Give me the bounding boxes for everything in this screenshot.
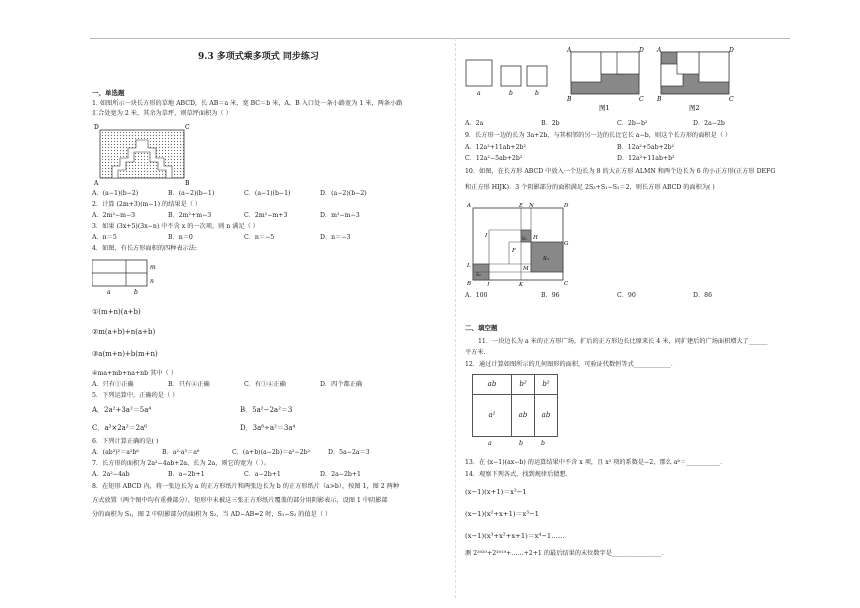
q1-option-c[interactable]: C．(a−1)(b−1) (244, 190, 291, 197)
q10-label-s2: S₂ (522, 237, 527, 242)
q10-label-n: N (529, 203, 534, 209)
q6-options (92, 449, 404, 456)
q14-text: 14．观察下列各式，找到规律后猜想． (465, 471, 572, 478)
q3-option-b[interactable]: B．n＝0 (168, 234, 193, 241)
q8-fig2-label-d: D (729, 47, 734, 54)
q10-label-j: J (487, 282, 490, 286)
q10-label-s3: S₃ (543, 256, 549, 262)
q6-option-d[interactable]: D．5a−2a＝3 (328, 449, 370, 456)
q1-text-1: 1. 如图所示一块长方形的草地 ABCD，长 AB＝a 米，宽 BC＝b 米，A，B 入口处一条小路宽为 1 米，两条小路 (92, 100, 403, 107)
q4-option-a[interactable]: A．只有①正确 (92, 381, 134, 388)
q8-fig1-label-c: C (639, 96, 644, 103)
q8-fig2-caption: 图2 (689, 104, 700, 112)
q10-option-a[interactable]: A．100 (465, 292, 488, 299)
q14-eq-3: (x−1)(x³+x²+x+1)＝x⁴−1…… (465, 532, 565, 540)
q1-options (92, 190, 396, 197)
q10-label-s1: S₁ (476, 273, 481, 278)
q10-line-1: 10．如图，在长方形 ABCD 中放入一个边长为 8 的大正方形 ALMN 和两个边长为 6 的小正方形(正方形 DEFG (465, 168, 776, 175)
q8-option-d[interactable]: D．2a−2b (693, 120, 725, 127)
q6-text: 6．下列计算正确的是( ) (92, 438, 159, 445)
q10-label-a: A (467, 203, 471, 209)
q9-option-d[interactable]: D．12a²+11ab+b² (617, 155, 675, 162)
q5-option-d[interactable]: D．3a⁸÷a²＝3a⁴ (240, 424, 296, 432)
q8-line-3: 分的面积为 S₁，图 2 中阴影部分的面积为 S₂，当 AD−AB=2 时，S₁−S₂ 的值是（ ） (92, 511, 332, 518)
q1-label-c: C (185, 124, 190, 131)
q14-tail: 测 2²⁰²⁰+2²⁰¹⁹+……+2+1 的最后结果的末位数字是________________． (465, 550, 668, 557)
q7-options (92, 471, 396, 478)
q9-option-a[interactable]: A．12a²+11ab+2b² (465, 144, 526, 151)
q12-area-table (472, 374, 558, 437)
q1-label-a: A (94, 180, 99, 186)
q5-option-c[interactable]: C．a³×2a²＝2a⁶ (92, 424, 148, 432)
q4-label-n: n (150, 278, 154, 285)
q8-fig1-label-b: B (567, 96, 572, 103)
q4-rectangle-figure (92, 256, 164, 300)
q4-item-3: ③a(m+n)+b(m+n) (92, 350, 158, 358)
page-title: 9.3 多项式乘多项式 同步练习 (198, 52, 319, 62)
q12-bottom-b2: b (541, 440, 545, 447)
section-single-choice: 一、单选题 (92, 89, 125, 97)
q4-options (92, 381, 396, 388)
q10-label-i: I (485, 233, 488, 239)
q7-option-b[interactable]: B．a−2b+1 (168, 471, 205, 478)
q10-label-e: E (519, 203, 524, 209)
q8-option-b[interactable]: B．2b (541, 120, 560, 127)
q4-option-c[interactable]: C．有①④正确 (244, 381, 286, 388)
q2-option-a[interactable]: A．2m²−m−3 (92, 212, 136, 219)
q8-line-2: 方式放置（两个图中均有重叠部分），矩形中未被这三张正方形纸片覆盖的部分用阴影表示，设图 1 中阴影部 (92, 497, 388, 504)
q9-option-c[interactable]: C．12a²−5ab+2b² (465, 155, 523, 162)
q8-fig2-label-a: A (657, 47, 662, 54)
q1-label-b: B (185, 180, 190, 186)
q10-label-l: L (467, 263, 471, 269)
q4-item-2: ②m(a+b)+n(a+b) (92, 328, 156, 336)
column-divider (455, 38, 456, 598)
q10-label-g: G (564, 241, 569, 247)
q4-text: 4．如图，有长方形面积的四种表示法: (92, 245, 198, 252)
q10-label-h: H (533, 235, 538, 241)
q8-option-a[interactable]: A．2a (465, 120, 484, 127)
q10-label-f: F (512, 248, 516, 254)
q2-text: 2．计算 (2m+3)(m−1) 的结果是（ ） (92, 201, 202, 208)
section-fill-blank: 二、填空题 (465, 324, 498, 332)
q1-option-a[interactable]: A．(a−1)(b−2) (92, 190, 139, 197)
q8-label-b2: b (535, 90, 539, 97)
q4-item-4: ④ma+mb+na+nb 其中（ ） (92, 370, 177, 377)
q4-option-b[interactable]: B．只有④正确 (168, 381, 210, 388)
q3-option-a[interactable]: A．n＝5 (92, 234, 117, 241)
q9-option-b[interactable]: B．12a²+5ab+2b² (617, 144, 675, 151)
q3-text: 3．如果 (3x+5)(3x−n) 中不含 x 的一次项，则 n 满足（ ） (92, 223, 259, 230)
q10-figure (465, 200, 585, 286)
q10-label-m: M (523, 266, 529, 272)
q5-option-a[interactable]: A．2a²+3a²＝5a⁴ (92, 406, 152, 414)
q3-options (92, 234, 396, 241)
q5-option-b[interactable]: B．5a²−2a²＝3 (240, 406, 293, 414)
q8-fig1-label-a: A (567, 47, 572, 54)
q1-option-d[interactable]: D．(a−2)(b−2) (320, 190, 367, 197)
q12-cell-ab: ab (473, 375, 512, 395)
q4-label-a: a (107, 289, 111, 296)
q8-option-c[interactable]: C．2b−b² (617, 120, 648, 127)
q2-option-d[interactable]: D．m²−m−3 (320, 212, 360, 219)
q5-text: 5．下列运算中，正确的是（ ） (92, 392, 179, 399)
q2-option-b[interactable]: B．2m²+m−3 (168, 212, 212, 219)
q13-text: 13．在 (x−1)(ax−b) 的运算结果中不含 x 项，且 x² 项的系数是−2，那么 aᵇ＝___________． (465, 459, 727, 466)
q2-option-c[interactable]: C．2m²−m+3 (244, 212, 288, 219)
q8-fig1-caption: 图1 (599, 104, 610, 112)
q4-item-1: ①(m+n)(a+b) (92, 308, 141, 316)
q8-fig2-label-c: C (729, 96, 734, 103)
q4-label-m: m (150, 264, 156, 271)
q10-options (465, 292, 769, 299)
q12-cell-b2-2: b² (535, 375, 558, 395)
q10-option-d[interactable]: D．86 (693, 292, 713, 299)
q6-option-a[interactable]: A．(ab³)²＝a²b⁶ (92, 449, 139, 456)
q6-option-b[interactable]: B．a²·a³＝a⁶ (162, 449, 200, 456)
q7-option-c[interactable]: C．a−2b+1 (244, 471, 281, 478)
q12-text: 12．通过计算如图所示的几何图形的面积，可验证代数恒等式____________． (465, 361, 678, 368)
q8-figures (463, 46, 743, 114)
q9-text: 9．长方形一边的长为 3a+2b，与其相邻的另一边的长比它长 a−b，则这个长方形的面积是（ ） (465, 132, 732, 139)
q14-eq-2: (x−1)(x²+x+1)＝x³−1 (465, 510, 539, 518)
q12-bottom-a: a (488, 440, 492, 447)
q3-option-d[interactable]: D．n＝−3 (320, 234, 351, 241)
top-rule (90, 38, 790, 39)
q3-option-c[interactable]: C．n＝−5 (244, 234, 275, 241)
q8-fig2-label-b: B (657, 96, 662, 103)
q1-text-2: 汇合处宽为 2 米，其余为草坪，则草坪面积为（ ） (92, 110, 232, 117)
q11-text: 11．一块边长为 a 米的正方形广场，扩后的正方形边长比原来长 4 米，问扩建后的广场面积增大了______ (478, 338, 768, 345)
q4-option-d[interactable]: D．四个都正确 (320, 381, 363, 388)
q10-label-c: C (564, 281, 569, 286)
q12-cell-ab-1: ab (512, 395, 535, 437)
q1-label-d: D (94, 124, 99, 131)
q4-label-b: b (134, 289, 138, 296)
q7-text: 7．长方形的面积为 2a²−4ab+2a，长为 2a，则它的宽为（ ）。 (92, 460, 270, 467)
q8-line-1: 8．在矩形 ABCD 内，将一张边长为 a 的正方形纸片和两张边长为 b 的正方形纸片（a>b），按图 1，图 2 两种 (92, 483, 400, 490)
q2-options (92, 212, 396, 219)
q6-option-c[interactable]: C．(a+b)(a−2b)＝a²−2b² (232, 449, 311, 456)
q7-option-d[interactable]: D．2a−2b+1 (320, 471, 361, 478)
q11-text-2: 平方米． (465, 349, 490, 356)
q8-fig1-label-d: D (639, 47, 644, 54)
q10-label-b: B (467, 281, 472, 286)
q12-cell-ab-2: ab (535, 395, 558, 437)
q8-label-a: a (477, 90, 481, 97)
q10-line-2: 和正方形 HIJK)．3 个阴影部分的面积满足 2S₃+S₁−S₂＝2，则长方形 ABCD 的面积为( ) (465, 184, 715, 191)
q8-label-b1: b (509, 90, 513, 97)
q10-option-b[interactable]: B．96 (541, 292, 560, 299)
q10-label-k: K (519, 282, 524, 286)
q1-lawn-figure (92, 122, 192, 186)
q7-option-a[interactable]: A．2a²−4ab (92, 471, 130, 478)
q1-option-b[interactable]: B．(a−2)(b−1) (168, 190, 215, 197)
q12-bottom-b1: b (519, 440, 523, 447)
q10-label-d: D (564, 203, 569, 209)
q10-option-c[interactable]: C．90 (617, 292, 636, 299)
q8-options (465, 120, 769, 127)
q12-cell-b2-1: b² (512, 375, 535, 395)
q14-eq-1: (x−1)(x+1)＝x²−1 (465, 488, 527, 496)
q12-cell-a2: a² (473, 395, 512, 437)
